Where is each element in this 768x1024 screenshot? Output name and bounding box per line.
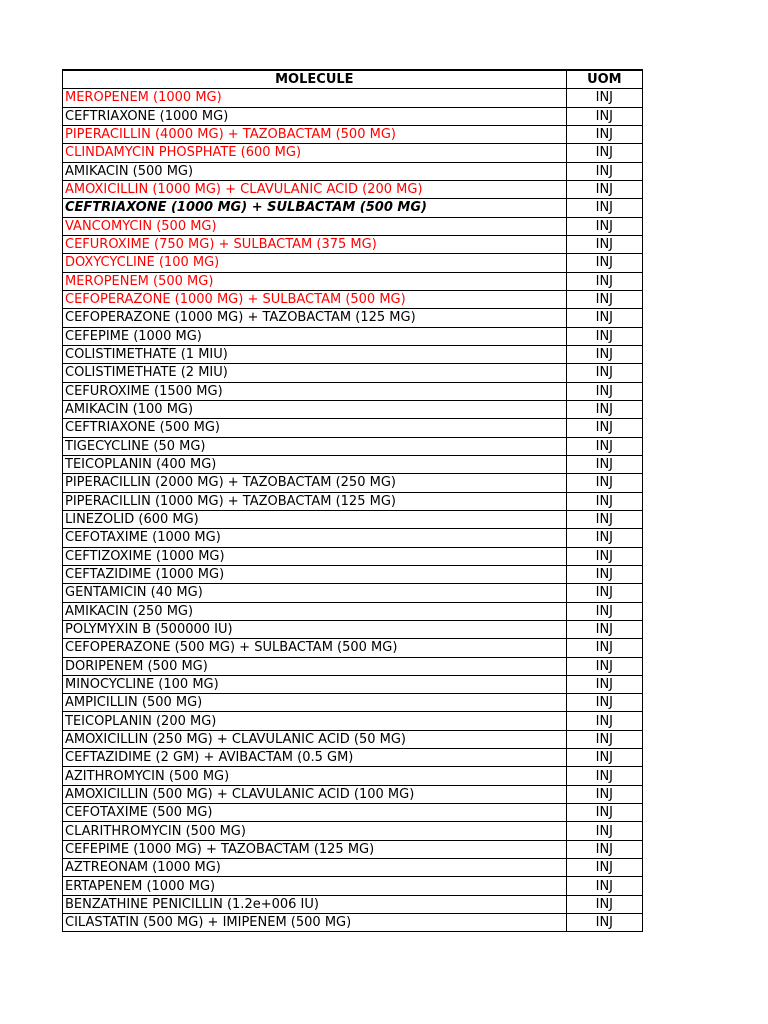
molecule-cell: AMIKACIN (100 MG) bbox=[63, 400, 567, 418]
table-row bbox=[63, 565, 643, 583]
molecule-cell: CEFOTAXIME (1000 MG) bbox=[63, 529, 567, 547]
table-row bbox=[63, 235, 643, 253]
molecule-cell: AMOXICILLIN (1000 MG) + CLAVULANIC ACID (200 MG) bbox=[63, 180, 567, 198]
table-row bbox=[63, 419, 643, 437]
molecule-cell: TIGECYCLINE (50 MG) bbox=[63, 437, 567, 455]
molecule-cell: ERTAPENEM (1000 MG) bbox=[63, 877, 567, 895]
molecule-cell: AMIKACIN (250 MG) bbox=[63, 602, 567, 620]
uom-cell: INJ bbox=[566, 767, 642, 785]
table-row bbox=[63, 364, 643, 382]
molecule-cell: CEFTRIAXONE (1000 MG) bbox=[63, 107, 567, 125]
molecule-cell: CEFUROXIME (1500 MG) bbox=[63, 382, 567, 400]
uom-cell: INJ bbox=[566, 492, 642, 510]
molecule-cell: AMOXICILLIN (250 MG) + CLAVULANIC ACID (50 MG) bbox=[63, 730, 567, 748]
table-row bbox=[63, 785, 643, 803]
molecule-cell: CEFTIZOXIME (1000 MG) bbox=[63, 547, 567, 565]
table-row bbox=[63, 125, 643, 143]
uom-cell: INJ bbox=[566, 235, 642, 253]
molecule-cell: CEFTRIAXONE (500 MG) bbox=[63, 419, 567, 437]
uom-cell: INJ bbox=[566, 657, 642, 675]
uom-cell: INJ bbox=[566, 437, 642, 455]
uom-cell: INJ bbox=[566, 125, 642, 143]
table-row bbox=[63, 895, 643, 913]
table-row bbox=[63, 455, 643, 473]
molecule-cell: CILASTATIN (500 MG) + IMIPENEM (500 MG) bbox=[63, 914, 567, 932]
molecule-cell: BENZATHINE PENICILLIN (1.2e+006 IU) bbox=[63, 895, 567, 913]
table-row bbox=[63, 877, 643, 895]
uom-cell: INJ bbox=[566, 639, 642, 657]
uom-cell: INJ bbox=[566, 565, 642, 583]
table-row bbox=[63, 620, 643, 638]
molecule-cell: COLISTIMETHATE (2 MIU) bbox=[63, 364, 567, 382]
molecule-cell: CEFOPERAZONE (1000 MG) + TAZOBACTAM (125 MG) bbox=[63, 309, 567, 327]
table-row bbox=[63, 437, 643, 455]
uom-cell: INJ bbox=[566, 620, 642, 638]
uom-cell: INJ bbox=[566, 675, 642, 693]
molecule-cell: DORIPENEM (500 MG) bbox=[63, 657, 567, 675]
table-row bbox=[63, 400, 643, 418]
table-row bbox=[63, 144, 643, 162]
uom-cell: INJ bbox=[566, 877, 642, 895]
table-row bbox=[63, 345, 643, 363]
uom-column-header: UOM bbox=[566, 70, 642, 89]
table-row bbox=[63, 712, 643, 730]
molecule-cell: CEFEPIME (1000 MG) bbox=[63, 327, 567, 345]
uom-cell: INJ bbox=[566, 89, 642, 107]
table-row bbox=[63, 749, 643, 767]
uom-cell: INJ bbox=[566, 455, 642, 473]
table-row bbox=[63, 639, 643, 657]
uom-cell: INJ bbox=[566, 914, 642, 932]
uom-cell: INJ bbox=[566, 419, 642, 437]
uom-cell: INJ bbox=[566, 144, 642, 162]
uom-cell: INJ bbox=[566, 309, 642, 327]
uom-cell: INJ bbox=[566, 327, 642, 345]
molecule-cell: AZITHROMYCIN (500 MG) bbox=[63, 767, 567, 785]
uom-cell: INJ bbox=[566, 364, 642, 382]
molecule-cell: POLYMYXIN B (500000 IU) bbox=[63, 620, 567, 638]
table-row bbox=[63, 199, 643, 217]
uom-cell: INJ bbox=[566, 290, 642, 308]
uom-cell: INJ bbox=[566, 602, 642, 620]
molecule-cell: CEFOTAXIME (500 MG) bbox=[63, 804, 567, 822]
uom-cell: INJ bbox=[566, 180, 642, 198]
molecule-cell: LINEZOLID (600 MG) bbox=[63, 510, 567, 528]
molecule-cell: AMPICILLIN (500 MG) bbox=[63, 694, 567, 712]
uom-cell: INJ bbox=[566, 199, 642, 217]
molecule-cell: COLISTIMETHATE (1 MIU) bbox=[63, 345, 567, 363]
molecule-column-header: MOLECULE bbox=[63, 70, 567, 89]
table-row bbox=[63, 914, 643, 932]
molecule-cell: TEICOPLANIN (400 MG) bbox=[63, 455, 567, 473]
table-row bbox=[63, 474, 643, 492]
molecule-cell: GENTAMICIN (40 MG) bbox=[63, 584, 567, 602]
molecule-cell: CEFTRIAXONE (1000 MG) + SULBACTAM (500 MG) bbox=[63, 199, 567, 217]
molecule-cell: CLARITHROMYCIN (500 MG) bbox=[63, 822, 567, 840]
table-row bbox=[63, 694, 643, 712]
table-row bbox=[63, 529, 643, 547]
table-row bbox=[63, 675, 643, 693]
table-row bbox=[63, 217, 643, 235]
header-row bbox=[63, 70, 643, 89]
molecule-cell: MEROPENEM (500 MG) bbox=[63, 272, 567, 290]
table-row bbox=[63, 730, 643, 748]
uom-cell: INJ bbox=[566, 785, 642, 803]
table-row bbox=[63, 584, 643, 602]
uom-cell: INJ bbox=[566, 749, 642, 767]
uom-cell: INJ bbox=[566, 400, 642, 418]
molecule-cell: PIPERACILLIN (1000 MG) + TAZOBACTAM (125 MG) bbox=[63, 492, 567, 510]
table-row bbox=[63, 840, 643, 858]
uom-cell: INJ bbox=[566, 859, 642, 877]
uom-cell: INJ bbox=[566, 584, 642, 602]
uom-cell: INJ bbox=[566, 694, 642, 712]
table-row bbox=[63, 547, 643, 565]
molecule-cell: AMIKACIN (500 MG) bbox=[63, 162, 567, 180]
molecule-cell: MINOCYCLINE (100 MG) bbox=[63, 675, 567, 693]
uom-cell: INJ bbox=[566, 345, 642, 363]
table-row bbox=[63, 822, 643, 840]
uom-cell: INJ bbox=[566, 840, 642, 858]
uom-cell: INJ bbox=[566, 474, 642, 492]
molecule-cell: DOXYCYCLINE (100 MG) bbox=[63, 254, 567, 272]
molecule-table bbox=[62, 69, 643, 932]
uom-cell: INJ bbox=[566, 382, 642, 400]
molecule-cell: CEFOPERAZONE (1000 MG) + SULBACTAM (500 MG) bbox=[63, 290, 567, 308]
table-row bbox=[63, 290, 643, 308]
uom-cell: INJ bbox=[566, 217, 642, 235]
molecule-cell: PIPERACILLIN (2000 MG) + TAZOBACTAM (250 MG) bbox=[63, 474, 567, 492]
table-row bbox=[63, 602, 643, 620]
table-row bbox=[63, 767, 643, 785]
uom-cell: INJ bbox=[566, 107, 642, 125]
uom-cell: INJ bbox=[566, 822, 642, 840]
table-row bbox=[63, 327, 643, 345]
uom-cell: INJ bbox=[566, 162, 642, 180]
uom-cell: INJ bbox=[566, 529, 642, 547]
molecule-cell: AZTREONAM (1000 MG) bbox=[63, 859, 567, 877]
molecule-cell: MEROPENEM (1000 MG) bbox=[63, 89, 567, 107]
molecule-cell: CEFUROXIME (750 MG) + SULBACTAM (375 MG) bbox=[63, 235, 567, 253]
uom-cell: INJ bbox=[566, 547, 642, 565]
table-row bbox=[63, 254, 643, 272]
table-row bbox=[63, 107, 643, 125]
table-row bbox=[63, 492, 643, 510]
uom-cell: INJ bbox=[566, 895, 642, 913]
uom-cell: INJ bbox=[566, 712, 642, 730]
table-row bbox=[63, 180, 643, 198]
molecule-cell: CEFOPERAZONE (500 MG) + SULBACTAM (500 MG) bbox=[63, 639, 567, 657]
uom-cell: INJ bbox=[566, 804, 642, 822]
uom-cell: INJ bbox=[566, 730, 642, 748]
table-row bbox=[63, 657, 643, 675]
molecule-cell: AMOXICILLIN (500 MG) + CLAVULANIC ACID (100 MG) bbox=[63, 785, 567, 803]
table-row bbox=[63, 510, 643, 528]
table-row bbox=[63, 859, 643, 877]
table-row bbox=[63, 382, 643, 400]
molecule-cell: CEFEPIME (1000 MG) + TAZOBACTAM (125 MG) bbox=[63, 840, 567, 858]
uom-cell: INJ bbox=[566, 272, 642, 290]
uom-cell: INJ bbox=[566, 510, 642, 528]
table-row bbox=[63, 162, 643, 180]
molecule-cell: PIPERACILLIN (4000 MG) + TAZOBACTAM (500 MG) bbox=[63, 125, 567, 143]
molecule-cell: VANCOMYCIN (500 MG) bbox=[63, 217, 567, 235]
molecule-cell: CEFTAZIDIME (2 GM) + AVIBACTAM (0.5 GM) bbox=[63, 749, 567, 767]
molecule-cell: TEICOPLANIN (200 MG) bbox=[63, 712, 567, 730]
table-body bbox=[63, 89, 643, 932]
uom-cell: INJ bbox=[566, 254, 642, 272]
table-row bbox=[63, 89, 643, 107]
table-row bbox=[63, 272, 643, 290]
table-row bbox=[63, 309, 643, 327]
table-row bbox=[63, 804, 643, 822]
molecule-cell: CEFTAZIDIME (1000 MG) bbox=[63, 565, 567, 583]
molecule-cell: CLINDAMYCIN PHOSPHATE (600 MG) bbox=[63, 144, 567, 162]
